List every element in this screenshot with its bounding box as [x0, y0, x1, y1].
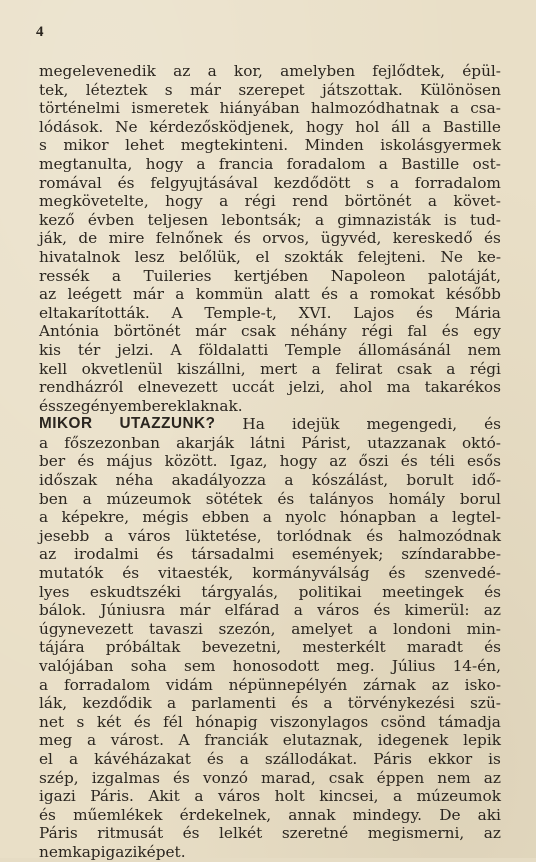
- text-line: megkövetelte, hogy a régi rend börtönét a követ-: [39, 192, 501, 211]
- text-line: és szegény emberek laknak.: [39, 396, 243, 415]
- text-line: kis tér jelzi. A földalatti Temple állomásánál nem: [39, 340, 501, 359]
- text-line: s mikor lehet megtekinteni. Minden iskolásgyermek: [39, 136, 501, 155]
- body-text: [39, 62, 501, 862]
- text-line: megtanulta, hogy a francia foradalom a Bastille ost-: [39, 154, 501, 173]
- text-line: MIKOR UTAZZUNK? Ha idejük megengedi, és: [39, 415, 501, 434]
- text-line: kező évben teljesen lebontsák; a gimnazisták is tud-: [39, 210, 501, 229]
- text-line: úgynevezett tavaszi szezón, amelyet a londoni min-: [39, 619, 501, 638]
- text-line: tájára próbáltak bevezetni, mesterkélt maradt és: [39, 638, 501, 657]
- text-line: kell okvetlenül kiszállni, mert a felirat csak a régi: [39, 359, 501, 378]
- text-line: és műemlékek érdekelnek, annak mindegy. De aki: [39, 805, 501, 824]
- text-line: hivatalnok lesz belőlük, el szokták felejteni. Ne ke-: [39, 247, 501, 266]
- text-line: el a kávéházakat és a szállodákat. Páris ekkor is: [39, 749, 501, 768]
- text-line: az irodalmi és társadalmi események; színdarabbe-: [39, 545, 501, 564]
- text-line: lák, kezdődik a parlamenti és a törvénykezési szü-: [39, 694, 501, 713]
- text-line: valójában soha sem honosodott meg. Július 14-én,: [39, 657, 501, 675]
- text-line: eltakarították. A Temple-t, XVI. Lajos és Mária: [39, 303, 501, 322]
- text-line: a képekre, mégis ebben a nyolc hónapban a legtel-: [39, 508, 501, 527]
- text-line: tek, léteztek s már szerepet játszottak. Különösen: [39, 80, 501, 99]
- text-line: lyes eskudtszéki tárgyalás, politikai meetingek és: [39, 582, 501, 601]
- text-line: a főszezonban akarják látni Párist, utazzanak októ-: [39, 433, 501, 452]
- text-line: igazi Páris. Akit a város holt kincsei, a múzeumok: [39, 787, 501, 806]
- text-line: ressék a Tuileries kertjében Napoleon palotáját,: [39, 266, 501, 285]
- page-number: 4: [36, 24, 44, 40]
- text-line: bálok. Júniusra már elfárad a város és kimerül: az: [39, 601, 501, 620]
- text-line: net s két és fél hónapig viszonylagos csönd támadja: [39, 712, 501, 731]
- text-line: ben a múzeumok sötétek és talányos homály borul: [39, 489, 501, 508]
- text-line: Páris ritmusát és lelkét szeretné megismerni, az: [39, 824, 501, 843]
- text-line: romával és felgyujtásával kezdődött s a forradalom: [39, 173, 501, 192]
- text-line: lódások. Ne kérdezősködjenek, hogy hol áll a Bastille: [39, 117, 501, 136]
- text-line: rendházról elnevezett uccát jelzi, ahol ma takarékos: [39, 378, 501, 397]
- text-line: meg a várost. A franciák elutaznak, idegenek lepik: [39, 731, 501, 750]
- text-line: jesebb a város lüktetése, torlódnak és halmozódnak: [39, 526, 501, 545]
- text-line: ják, de mire felnőnek és orvos, ügyvéd, kereskedő és: [39, 229, 501, 248]
- text-line: nem kap igazi képet.: [39, 842, 186, 861]
- text-line: Antónia börtönét már csak néhány régi fal és egy: [39, 322, 501, 341]
- text-line: mutatók és vitaesték, kormányválság és szenvedé-: [39, 564, 501, 583]
- text-line: történelmi ismeretek hiányában halmozódhatnak a csa-: [39, 99, 501, 118]
- text-line: szép, izgalmas és vonzó marad, csak éppen nem az: [39, 768, 501, 787]
- text-line: időszak néha akadályozza a kószálást, borult idő-: [39, 471, 501, 490]
- text-line: megelevenedik az a kor, amelyben fejlődtek, épül-: [39, 62, 501, 80]
- text-line: az leégett már a kommün alatt és a romokat később: [39, 285, 501, 304]
- text-line: ber és május között. Igaz, hogy az őszi és téli esős: [39, 452, 501, 471]
- text-line: a forradalom vidám népünnepélyén zárnak az isko-: [39, 675, 501, 694]
